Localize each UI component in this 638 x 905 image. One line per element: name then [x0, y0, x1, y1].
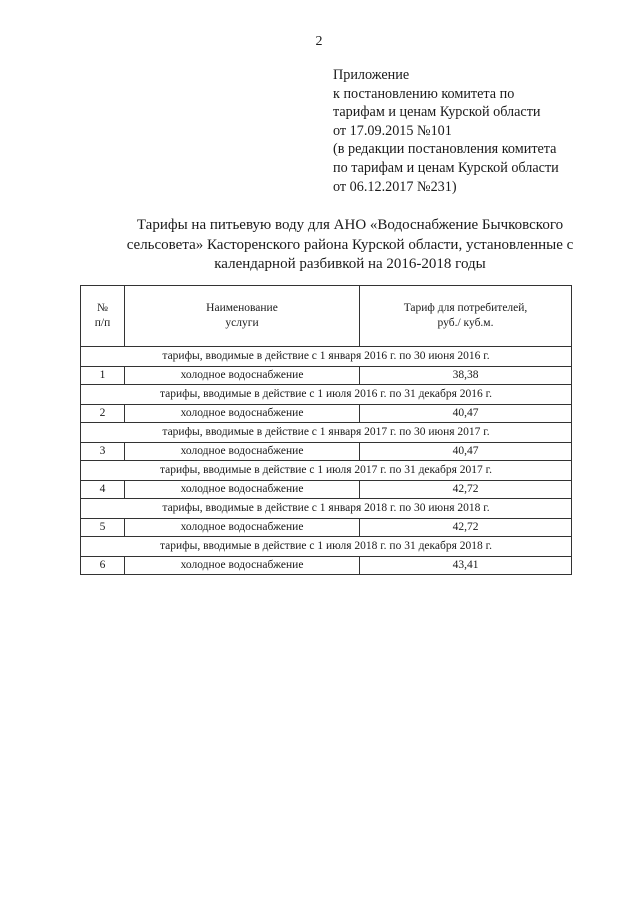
- period-row: [81, 461, 572, 481]
- header-service-line1: Наименование: [206, 302, 278, 314]
- row-tariff-value: 40,47: [360, 443, 572, 461]
- header-num-line2: п/п: [94, 317, 111, 329]
- appendix-line: к постановлению комитета по: [333, 85, 515, 102]
- appendix-block: [333, 66, 559, 196]
- row-number: 3: [81, 443, 125, 461]
- document-title: [60, 216, 638, 275]
- appendix-line: по тарифам и ценам Курской области: [333, 159, 559, 176]
- period-label: тарифы, вводимые в действие с 1 января 2018 г. по 30 июня 2018 г.: [81, 499, 572, 519]
- period-row: [81, 537, 572, 557]
- title-line: сельсовета» Касторенского района Курской области, установленные с: [126, 236, 574, 253]
- header-num: [81, 286, 125, 347]
- header-tariff-line1: Тариф для потребителей,: [403, 302, 528, 314]
- table-row: [81, 519, 572, 537]
- table-row: [81, 557, 572, 575]
- table-row: [81, 367, 572, 385]
- appendix-line: (в редакции постановления комитета: [333, 141, 557, 158]
- period-label: тарифы, вводимые в действие с 1 июля 2017 г. по 31 декабря 2017 г.: [81, 461, 572, 481]
- period-label: тарифы, вводимые в действие с 1 июля 2018 г. по 31 декабря 2018 г.: [81, 537, 572, 557]
- period-label: тарифы, вводимые в действие с 1 января 2017 г. по 30 июня 2017 г.: [81, 423, 572, 443]
- header-service: [125, 286, 360, 347]
- row-number: 4: [81, 481, 125, 499]
- header-tariff-line2: руб./ куб.м.: [437, 317, 494, 329]
- table-row: [81, 443, 572, 461]
- row-number: 5: [81, 519, 125, 537]
- row-service: холодное водоснабжение: [125, 557, 360, 575]
- row-number: 6: [81, 557, 125, 575]
- row-tariff-value: 38,38: [360, 367, 572, 385]
- period-row: [81, 385, 572, 405]
- appendix-line: от 17.09.2015 №101: [333, 122, 452, 139]
- page-number: 2: [315, 34, 323, 49]
- appendix-line: тарифам и ценам Курской области: [333, 104, 541, 121]
- row-service: холодное водоснабжение: [125, 405, 360, 423]
- row-tariff-value: 42,72: [360, 519, 572, 537]
- table-header-row: [81, 286, 572, 347]
- row-service: холодное водоснабжение: [125, 481, 360, 499]
- title-line: Тарифы на питьевую воду для АНО «Водоснабжение Бычковского: [136, 217, 564, 233]
- period-row: [81, 499, 572, 519]
- row-number: 1: [81, 367, 125, 385]
- table-row: [81, 481, 572, 499]
- row-tariff-value: 43,41: [360, 557, 572, 575]
- header-num-line1: №: [97, 302, 108, 314]
- period-label: тарифы, вводимые в действие с 1 июля 2016 г. по 31 декабря 2016 г.: [81, 385, 572, 405]
- title-line: календарной разбивкой на 2016-2018 годы: [214, 256, 486, 272]
- appendix-line: от 06.12.2017 №231): [333, 178, 457, 195]
- row-tariff-value: 40,47: [360, 405, 572, 423]
- row-service: холодное водоснабжение: [125, 367, 360, 385]
- header-service-line2: услуги: [225, 317, 259, 329]
- tariff-table: [80, 285, 572, 575]
- row-service: холодное водоснабжение: [125, 443, 360, 461]
- row-service: холодное водоснабжение: [125, 519, 360, 537]
- row-number: 2: [81, 405, 125, 423]
- header-tariff: [360, 286, 572, 347]
- table-row: [81, 405, 572, 423]
- period-label: тарифы, вводимые в действие с 1 января 2016 г. по 30 июня 2016 г.: [81, 347, 572, 367]
- period-row: [81, 347, 572, 367]
- row-tariff-value: 42,72: [360, 481, 572, 499]
- period-row: [81, 423, 572, 443]
- appendix-line: Приложение: [333, 67, 410, 83]
